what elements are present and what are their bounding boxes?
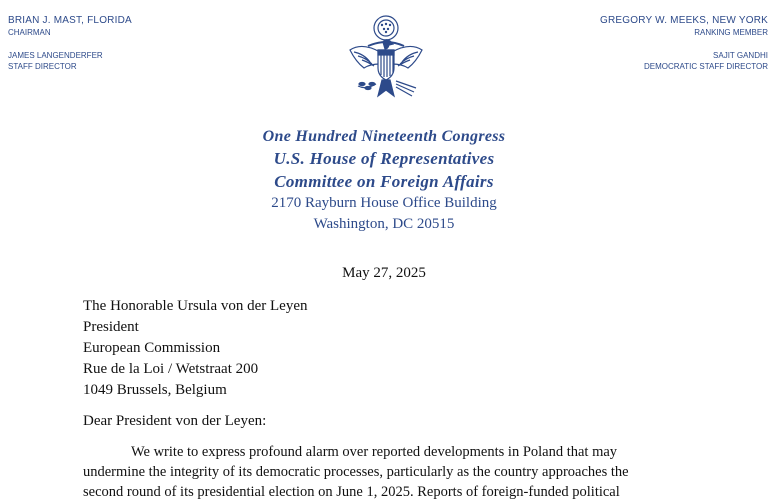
chairman-title: CHAIRMAN <box>8 28 51 37</box>
letterhead <box>0 126 768 235</box>
recipient-line: The Honorable Ursula von der Leyen <box>83 298 308 314</box>
ranking-member-name: GREGORY W. MEEKS, NEW YORK <box>599 15 768 26</box>
recipient-line: European Commission <box>83 340 221 356</box>
body-line: We write to express profound alarm over reported developments in Poland that may <box>131 444 618 460</box>
staff-director-title: STAFF DIRECTOR <box>8 62 77 71</box>
header-right <box>600 14 768 72</box>
recipient-block <box>83 296 308 401</box>
congress-line: One Hundred Nineteenth Congress <box>262 128 506 145</box>
letter-date: May 27, 2025 <box>342 265 426 281</box>
recipient-line: 1049 Brussels, Belgium <box>83 382 227 398</box>
address-line-2: Washington, DC 20515 <box>313 216 455 232</box>
great-seal-icon <box>340 12 432 114</box>
body-line: undermine the integrity of its democratic processes, particularly as the country approaches the <box>83 464 629 480</box>
democratic-staff-director-title: DEMOCRATIC STAFF DIRECTOR <box>644 62 768 71</box>
body-line: second round of its presidential election on June 1, 2025. Reports of foreign-funded political <box>83 484 620 500</box>
ranking-member-title: RANKING MEMBER <box>694 28 768 37</box>
committee-line: Committee on Foreign Affairs <box>274 172 494 191</box>
recipient-line: President <box>83 319 139 335</box>
address-line-1: 2170 Rayburn House Office Building <box>271 195 497 211</box>
salutation: Dear President von der Leyen: <box>83 413 267 429</box>
house-line: U.S. House of Representatives <box>273 149 495 168</box>
letter-body <box>83 442 683 502</box>
democratic-staff-director-name: SAJIT GANDHI <box>713 51 768 60</box>
staff-director-name: JAMES LANGENDERFER <box>8 51 103 60</box>
chairman-name: BRIAN J. MAST, FLORIDA <box>8 15 132 26</box>
recipient-line: Rue de la Loi / Wetstraat 200 <box>83 361 259 377</box>
header-left <box>8 14 132 72</box>
